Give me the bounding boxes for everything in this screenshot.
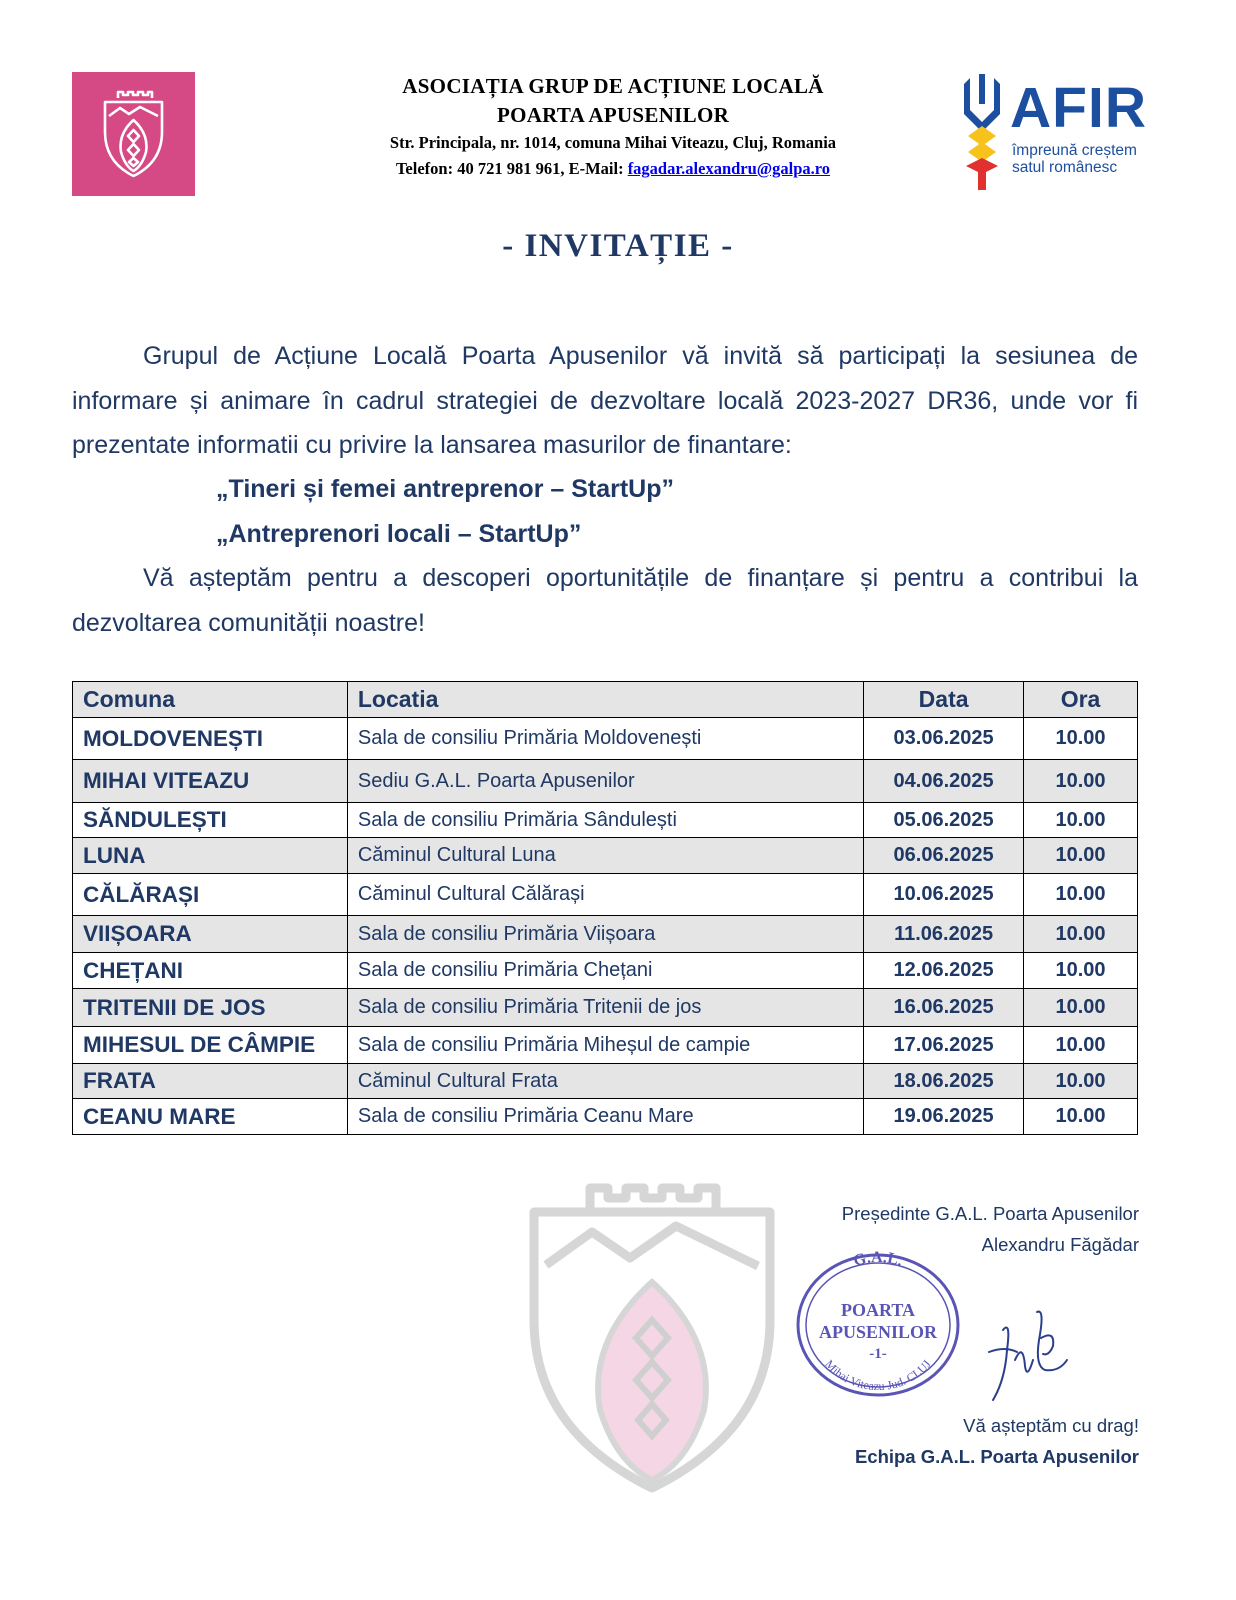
cell-ora: 10.00: [1024, 718, 1138, 760]
table-row: [73, 1027, 1138, 1064]
closing-text: Vă așteptăm pentru a descoperi oportunitățile de finanțare și pentru a contribui la dezvoltarea comunității noastre!: [72, 564, 1138, 637]
org-name-line2: POARTA APUSENILOR: [496, 103, 730, 127]
cell-locatia: Sala de consiliu Primăria Chețani: [347, 953, 863, 989]
signatory-role: Președinte G.A.L. Poarta Apusenilor: [841, 1203, 1139, 1224]
cell-data: 06.06.2025: [864, 838, 1024, 874]
closing-block: [855, 1410, 1139, 1472]
afir-emblem-icon: [960, 70, 1004, 192]
cell-ora: 10.00: [1024, 916, 1138, 953]
cell-comuna: TRITENII DE JOS: [73, 989, 348, 1027]
cell-ora: 10.00: [1024, 989, 1138, 1027]
table-row: [73, 989, 1138, 1027]
cell-data: 11.06.2025: [864, 916, 1024, 953]
cell-data: 12.06.2025: [864, 953, 1024, 989]
org-name-line1: ASOCIAȚIA GRUP DE ACȚIUNE LOCALĂ: [402, 74, 824, 98]
table-row: [73, 718, 1138, 760]
organization-header: [330, 72, 896, 182]
afir-slogan-line1: împreună creștem: [1012, 142, 1137, 159]
stamp-bottom-text: Mihai Viteazu Jud. CLUJ: [822, 1357, 934, 1394]
column-header-comuna: Comuna: [73, 682, 348, 718]
invitation-title: - INVITAȚIE -: [502, 228, 734, 264]
stamp-line1: POARTA: [840, 1300, 916, 1320]
handwritten-signature: [975, 1300, 1085, 1410]
stamp-line2: APUSENILOR: [818, 1322, 938, 1342]
measure-1: „Tineri și femei antreprenor – StartUp”: [216, 475, 674, 503]
column-header-locatia: Locatia: [347, 682, 863, 718]
table-row: [73, 953, 1138, 989]
table-header-row: [73, 682, 1138, 718]
org-address: Str. Principala, nr. 1014, comuna Mihai Viteazu, Cluj, Romania: [389, 133, 837, 152]
cell-locatia: Sala de consiliu Primăria Miheșul de campie: [347, 1027, 863, 1064]
watermark-logo-icon: [526, 1170, 778, 1495]
table-row: [73, 838, 1138, 874]
schedule-table: [72, 681, 1138, 1135]
cell-locatia: Căminul Cultural Luna: [347, 838, 863, 874]
afir-slogan-line2: satul românesc: [1012, 159, 1118, 176]
table-row: [73, 1064, 1138, 1099]
cell-locatia: Sala de consiliu Primăria Ceanu Mare: [347, 1099, 863, 1135]
cell-data: 17.06.2025: [864, 1027, 1024, 1064]
cell-comuna: CHEȚANI: [73, 953, 348, 989]
signatory-name: Alexandru Făgădar: [981, 1234, 1139, 1255]
cell-comuna: MIHESUL DE CÂMPIE: [73, 1027, 348, 1064]
table-row: [73, 916, 1138, 953]
cell-comuna: SĂNDULEȘTI: [73, 803, 348, 838]
cell-data: 18.06.2025: [864, 1064, 1024, 1099]
stamp-number: -1-: [869, 1346, 887, 1362]
cell-ora: 10.00: [1024, 1099, 1138, 1135]
intro-text: Grupul de Acțiune Locală Poarta Apusenilor vă invită să participați la sesiunea de informare și animare în cadrul strategiei de dezvoltare locală 2023-2027 DR36, unde vor fi prezentate informatii cu privire la lansarea masurilor de finantare:: [72, 342, 1138, 459]
cell-comuna: VIIȘOARA: [73, 916, 348, 953]
svg-text:G.A.L.: [852, 1250, 905, 1270]
column-header-ora: Ora: [1024, 682, 1138, 718]
intro-paragraph: [72, 334, 1138, 468]
cell-comuna: MIHAI VITEAZU: [73, 760, 348, 803]
cell-data: 03.06.2025: [864, 718, 1024, 760]
cell-locatia: Sala de consiliu Primăria Moldovenești: [347, 718, 863, 760]
cell-ora: 10.00: [1024, 760, 1138, 803]
cell-comuna: MOLDOVENEȘTI: [73, 718, 348, 760]
cell-data: 19.06.2025: [864, 1099, 1024, 1135]
table-row: [73, 760, 1138, 803]
table-row: [73, 1099, 1138, 1135]
cell-ora: 10.00: [1024, 838, 1138, 874]
cell-comuna: CĂLĂRAȘI: [73, 874, 348, 916]
cell-data: 16.06.2025: [864, 989, 1024, 1027]
cell-comuna: CEANU MARE: [73, 1099, 348, 1135]
official-stamp: [793, 1250, 963, 1400]
cell-ora: 10.00: [1024, 874, 1138, 916]
table-row: [73, 874, 1138, 916]
cell-locatia: Căminul Cultural Frata: [347, 1064, 863, 1099]
stamp-top-text: G.A.L.: [851, 1250, 906, 1271]
table-row: [73, 803, 1138, 838]
phone-text: Telefon: 40 721 981 961, E-Mail:: [395, 159, 628, 178]
afir-logo: [960, 70, 1150, 196]
afir-wordmark: AFIR: [1010, 76, 1147, 140]
shield-logo-icon: [72, 72, 195, 196]
cell-locatia: Sala de consiliu Primăria Viișoara: [347, 916, 863, 953]
cell-locatia: Sala de consiliu Primăria Sândulești: [347, 803, 863, 838]
cell-comuna: LUNA: [73, 838, 348, 874]
closing-team: Echipa G.A.L. Poarta Apusenilor: [854, 1446, 1139, 1467]
afir-slogan: [1012, 142, 1162, 176]
schedule-table-body: [73, 718, 1138, 1135]
cell-locatia: Sala de consiliu Primăria Tritenii de jos: [347, 989, 863, 1027]
org-contact: [330, 156, 896, 182]
cell-data: 10.06.2025: [864, 874, 1024, 916]
cell-locatia: Căminul Cultural Călărași: [347, 874, 863, 916]
cell-ora: 10.00: [1024, 953, 1138, 989]
cell-data: 05.06.2025: [864, 803, 1024, 838]
cell-comuna: FRATA: [73, 1064, 348, 1099]
gal-logo: [72, 72, 195, 196]
cell-ora: 10.00: [1024, 1027, 1138, 1064]
closing-greeting: Vă așteptăm cu drag!: [963, 1415, 1139, 1436]
closing-paragraph: [72, 556, 1138, 645]
cell-data: 04.06.2025: [864, 760, 1024, 803]
email-link[interactable]: fagadar.alexandru@galpa.ro: [627, 159, 831, 178]
measure-2: „Antreprenori locali – StartUp”: [216, 520, 582, 548]
cell-locatia: Sediu G.A.L. Poarta Apusenilor: [347, 760, 863, 803]
column-header-data: Data: [864, 682, 1024, 718]
cell-ora: 10.00: [1024, 1064, 1138, 1099]
cell-ora: 10.00: [1024, 803, 1138, 838]
